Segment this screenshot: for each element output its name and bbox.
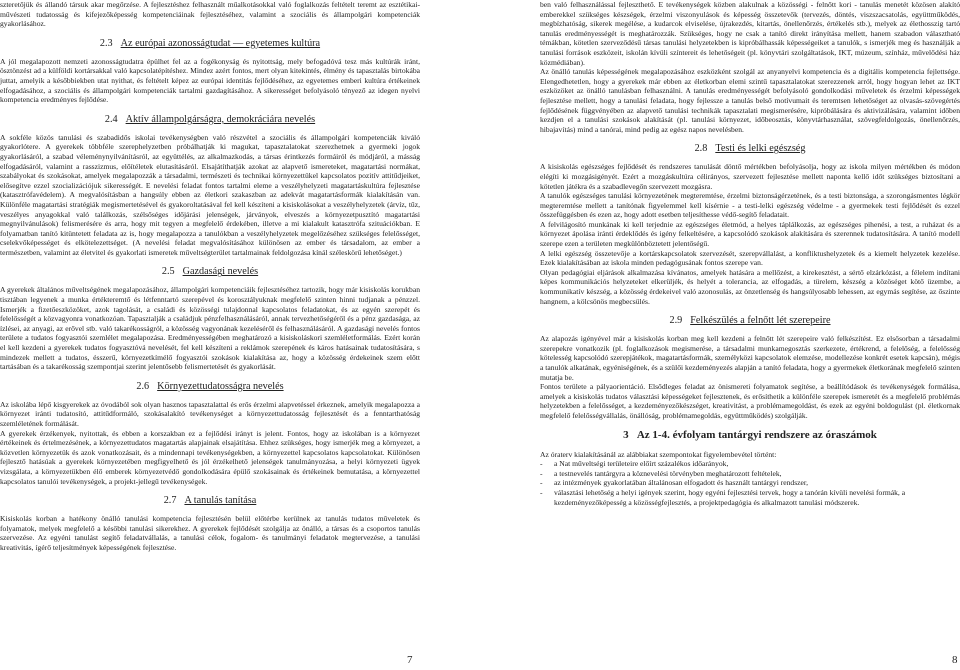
paragraph: A gyerekek általános műveltségének megalapozásához, állampolgári kompetenciáik fejlesztéséhez tartozik, hogy már kisiskolás korukban tisztában legyenek a munka értékteremtő és létfenntartó szerepével és korosztályuknak megfelelő szinten hinni tudjanak a pénzzel. Ismerjék a fizetőeszközöket, azok tagolását, a családi és közösségi tulajdonnal kapcsolatos feladatokat, és az egyén szerepét és felelősségét a közvagyonra vonatkozóan. Tapasztalják a családjuk pénzfelhasználásáról, annak tervezhetőségéről és a pénz gazdasága, az ízlései, az anyagi, az erővel stb. való takarékosságról, a közösség vagyonának kezeléséről és felhasználásáról. A gazdasági nevelés fontos területe a tudatos fogyasztói szemlélet megalapozása. Eredményességében meghatározó a kisiskoláskori szemléletformálás. Ezért korán el kell kezdeni a gyerekek tudatos fogyasztóvá nevelését, fel kell készíteni a reklámok szerepének és káros hatásainak tudatosítására, s mindezek mellett a tudatos, ésszerű, környezetkímélő fogyasztói szokások kialakítása az, hogy a közösség érdekeinek szem előtt tartásában és a takarékosság szempontjai szerint jelentősebb felismertetését és gyakorlását. bbox=[0, 285, 420, 372]
left-page bbox=[0, 0, 420, 670]
right-page bbox=[540, 0, 960, 670]
paragraph: Az önálló tanulás képességének megalapozásához eszközként szolgál az anyanyelvi kompetencia és a digitális kompetencia fejlettsége. Elengedhetetlen, hogy a gyerekek már ebben az életkorban elemi szintű tapasztalatokat szerezzenek arról, hogy hogyan lehet az IKT eszközöket az önálló tanulásban felhasználni. A tanulás eredményességét befolyásoló gondolkodási műveletek és érzelmi képességek fejlesztése mellett, hogy a tanulási feladata, hogy fejlessze a tanulás belső motívumait és teremtsen lehetőséget az olvasás-szövegértés fejlődésének függvényében az alapvető tanulási technikák tapasztalati megismerésére, kipróbálására és aktivizálására, valamint időben kezdjen el a tanulási szokások alakítását (pl. tanulási környezet, időbeosztás, könyvtárhasználat, szövegfeldolgozás, önellenőrzés, hibajavítás) mind a tanórai, mind pedig az egész napos nevelésben. bbox=[540, 67, 960, 134]
paragraph: A gyerekek érzékenyek, nyitottak, és ebben a korszakban ez a fejlődési irányt is jelent. Fontos, hogy az iskolában is a környezet értékeinek és értelmezésének, a környezettudatos magatartás alapjainak elsajátítása. Ehhez szükséges, hogy ismerjék meg a környezet, a közvetlen környezetük és azok vonatkozásait, és a mindennapi tevékenységekben, a környezettel kapcsolatos kapcsolatokat. Különösen fejlesztő hatásúak a gyerekek környezetében megfigyelhető és jól érzékelhető jelenségek tanulmányozása, a helyi környezeti ügyek vizsgálata, a környezetükben élő emberek környezetvédő gondolkodására épülő szokásainak és értékeinek bemutatása, a környezettel kapcsolatos tanulói tevékenységek, a projekt-jellegű tevékenységek. bbox=[0, 428, 420, 486]
paragraph: ben való felhasználással fejleszthető. E tevékenységek közben alakulnak a közösségi - felnőtt kori - tanulás menetét közösen alakító emberekkel szükséges készségek, érzelmi viszonyulások és képesség összetevők (tervezés, döntés, viszszacsatolás, együttműködés, megbízhatóság, sikerek megélése, a kudarcok elviselése, újrakezdés, kitartás, önellenőrzés, értékelés stb.), melyek az élethosszig tartó tanulás eredményességét is meghatározzák. Szükséges, hogy ne csak a tanító direkt irányítása mellett, hanem szabadon választható témákban, kötetlen szerveződésű társas tanulási helyzetekben is kipróbálhassák képességeiket a tanulók, s ismerjék meg és használják a tanulási források eszközeit, iskolán kívüli színtereit és lehetőségeit (pl. könyvtári szolgáltatások, IKT, múzeum, színház, művelődési ház közmédiában). bbox=[540, 0, 960, 67]
list-item: - a testnevelés tantárgyra a köznevelési törvényben meghatározott feltételek, bbox=[554, 469, 960, 479]
paragraph: Az alapozás igényével már a kisiskolás korban meg kell kezdeni a felnőtt lét szerepeire való felkészítést. Ez elsősorban a társadalmi szerepekre vonatkozik (pl. foglalkozások megismerése, a társadalmi munkamegosztás szerkezete, értékrend, a felelőség, a felelősség kötelesség kapcsolódó szerepjátékok, magatartásformák, személyközi kapcsolatok elemzése, modellezése konkrét esetek kapcsán), mégis a tanulók alkatának, egyéniségének, és a szülői kezdeményezés alapján a tanító feladata, hogy a gyermekek életkorának megfelelő szinten mutatja be. bbox=[540, 334, 960, 382]
section-heading-2-9: 2.9 Felkészülés a felnőtt lét szerepeire bbox=[669, 315, 831, 327]
paragraph: Olyan pedagógiai eljárások alkalmazása kívánatos, amelyek hatására a mellőzést, a kirekesztést, a sértő elzárkózást, a félelem indítani képes kommunikációs helyzeteket elkerüljék, és helyét a tolerancia, az elfogadás, a türelem, készség a közöséget kötő üzembe, a kommunikatív készség, a közösség érdekeivel való azonosulás, az önzetlenség és hangsúlyosabb lehessen, az egymás segítése, az őszinte hangnem, a kölcsönös megbecsülés. bbox=[540, 267, 960, 306]
paragraph: A jól megalapozott nemzeti azonosságtudatra épülhet fel az a fogékonyság és nyitottság, mely befogadóvá tesz más kultúrák iránt, ösztönzést ad a külföldi kortársakkal való kapcsolatépítéshez. Mindez azért fontos, mert olyan kitekintés, élmény és tapasztalás birtokába juttat, amelyik a későbbiekben utat nyithat, és feltételt képez az európai identitás fejlődéséhez, az egyetemes emberi kultúra értékeinek elfogadásához, a szociális és állampolgári kompetenciák tartalmi gazdagításához. A sikerességet befolyásoló tényező az idegen nyelvi kompetencia eredményes fejlődése. bbox=[0, 56, 420, 105]
list-item: - választási lehetőség a helyi igények szerint, hogy egyéni fejlesztési tervek, hogy a tanórán kívüli nevelési formák, a kezdeményezőképesség a közösségfejlesztés, a projektpedagógia és alkalmazott tanulási módszerek. bbox=[554, 488, 960, 507]
left-column bbox=[0, 0, 420, 553]
page-number: 7 bbox=[407, 654, 413, 666]
section-heading-2-4: 2.4 Aktív állampolgárságra, demokráciára nevelés bbox=[104, 113, 316, 125]
paragraph: A felvilágosító munkának ki kell terjednie az egészséges életmód, a helyes táplálkozás, az egészséges pihenési, a test, a ruházat és a környezet ápolása iránti érdeklődés és igény felkeltésére, a kapcsolódó szokások alakítására és szerennek tudatosítására. A tanító modell szerepe ezen a területen megkülönböztetett jelentőségű. bbox=[540, 219, 960, 249]
list-item: - a Nat műveltségi területeire előírt százalékos időarányok, bbox=[554, 459, 960, 469]
section-heading-2-6: 2.6 Környezettudatosságra nevelés bbox=[136, 380, 284, 392]
paragraph: A kisiskolás egészséges fejlődését és rendszeres tanulását döntő mértékben befolyásolja, hogy az iskola milyen mértékben és módon elégíti ki mozgásigényét. Ezért a mozgáskultúra célirányos, szervezett fejlesztése mellett naponta kellő időt szükséges biztosítani a kötetlen játékra és a szabadlevegőn szervezett mozgásra. bbox=[540, 162, 960, 191]
paragraph: Kisiskolás korban a hatékony önálló tanulási kompetencia fejlesztésén belül előtérbe kerülnek az tanulás tudatos mûveletek és folyamatok, melyek megfelelő a későbbi tanulási sikerekhez. A gyerekek fejlődését szolgálja az önálló, a társas és a csoportos tanulás szervezése. Az egyéni tanulást segítő feladatvállalás, a tanulási célok, fogalom- és tanulmányi feladatok megtervezése, a tanulási kreativitás, ígérő teljesítmények képességének fejlesztése. bbox=[0, 514, 420, 552]
paragraph: szteretőjük és állandó társuk akar megőrzése. A fejlesztéshez felhasznált műalkotásokkal való foglalkozás feltételt teremt az esztétikai-művészeti tudatosság és kifejezőképesség kompetenciáinak fejlesztéséhez, valamint a szociális és állampolgári kompetenciák gyakorlásához. bbox=[0, 0, 420, 29]
paragraph: Fontos területe a pályaorientáció. Elsődleges feladat az önismereti folyamatok segítése, a beállítódások és tevékenységek formálása, amelyek a kisiskolás tudatos választási képességeket fejlesztenek, és erősíthetik a különféle szerepek ismeretét és a megfelelő problémás helyzetekben a felelősséget, a kezdeményezőkészséget, kreativitást, a problémamegoldást, és ezek az egyéni boldogulást (pl. életkornak megfelelő felelősségvállalás, önállóság, problémamegoldás, együttműködés) szolgálják. bbox=[540, 382, 960, 420]
list-intro: Az óraterv kialakításánál az alábbiakat szempontokat figyelembevétel történt: bbox=[540, 449, 777, 459]
paragraph: A sokféle közös tanulási és szabadidős iskolai tevékenységben való részvétel a szociális és állampolgári kompetenciák kiváló gyakorlótere. A gyerekek többféle szerephelyzetben próbálhatják ki magukat, tapasztalatokat szerezhetnek a gyermeki jogok gyakorlásáról, a szabad véleménynyilvánításról, az együttélés, az alkalmazkodás, a társas érintkezés formáiról és módjáról, a másság elfogadásáról, valamint a rasszizmus, előítéletek elutasításáról. Elsajátíthatják azokat az alapvető ismereteket, magatartási normákat, szabályokat és szokásokat, amelyek megalapozzák a társadalmi, természeti és technikai környezettükel kapcsolatos pozitív attitűdjeiket, elősegítve ezzel szocializációjuk sikerességét. E nevelési feladat fontos tartalmi eleme a veszélyhelyzeti magatartáskultúra fejlesztése (katasztrófavédelem). A megvalósításban a hangsúly ebben az életkori szakaszban az adekvát magatartásformák kialakításán van. Különféle magatartási stratégiák megismertetésével és gyakoroltatásával fel kell készíteni a kisiskolásokat a veszélyhelyzetek (árvíz, tűz, veszélyes anyagokkal való találkozás, szélsőséges időjárási jelenségek, járványok, elveszés a környezetpusztító magatartási megnyilvánulások) felismerésére és arra, hogy mit tegyen a megfelelő érdekében, illetve a mi kialakult katasztrófa szituációkban. E folyamatban tanító kitüntetett feladata az is, hogy megalapozza a tanulókban a veszélyhelyzetek megelőzéséhez szükséges felelősséget, cselekvőképességet és elkötelezettséget. (A nevelési feladat megvalósításához különösen az ember és társadalom, az ember a természetben, valamint az életvitel és gyakorlati ismeretek műveltségterület tartalmainak feldolgozása kínál széleskörű lehetőséget.) bbox=[0, 132, 420, 257]
list-item: - az intézmények gyakorlatában általánosan elfogadott és használt tantárgyi rendszer, bbox=[554, 478, 960, 488]
criteria-list bbox=[540, 459, 960, 507]
section-heading-2-5: 2.5 Gazdasági nevelés bbox=[161, 266, 259, 278]
section-heading-2-7: 2.7 A tanulás tanítása bbox=[163, 495, 257, 507]
paragraph: Az iskolába lépő kisgyerekek az óvodából sok olyan hasznos tapasztalattal és erős érzelmi alapvetéssel érkeznek, amelyik megalapozza a környezet iránti tudatosító, attitűdformáló, szokásalakító tevékenységet a környezettudatosság fejlesztését és a fenntarthatóság szemléletének formálását. bbox=[0, 399, 420, 428]
right-column bbox=[540, 0, 960, 507]
paragraph: A lelki egészség összetevője a kortárskapcsolatok szervezését, szerepvállalást, a konfliktushelyzetek és a kiemelt helyzetek kezelése. Ezek kialakításában az iskola minden pedagógusának fontos szerepe van. bbox=[540, 248, 960, 268]
page-number: 8 bbox=[952, 654, 958, 666]
chapter-heading-3: 3 Az 1-4. évfolyam tantárgyi rendszere az óraszámok bbox=[623, 428, 877, 441]
paragraph: A tanulók egészséges tanulási környezetének megteremtése, érzelmi biztonságérzetének, és a testi biztonsága, a szorongásmentes légkör megteremtése mellett a tanítónak figyelemmel kell kísérnie - a testi-lelki egészség védelme - a gyermekek testi fejlődését és ezzel összefüggésben és ezen az, hogy adott esetben teljesíthesse védő-segítő feladatait. bbox=[540, 191, 960, 220]
section-heading-2-3: 2.3 Az európai azonosságtudat — egyetemes kultúra bbox=[99, 37, 321, 49]
section-heading-2-8: 2.8 Testi és lelki egészség bbox=[694, 143, 806, 155]
